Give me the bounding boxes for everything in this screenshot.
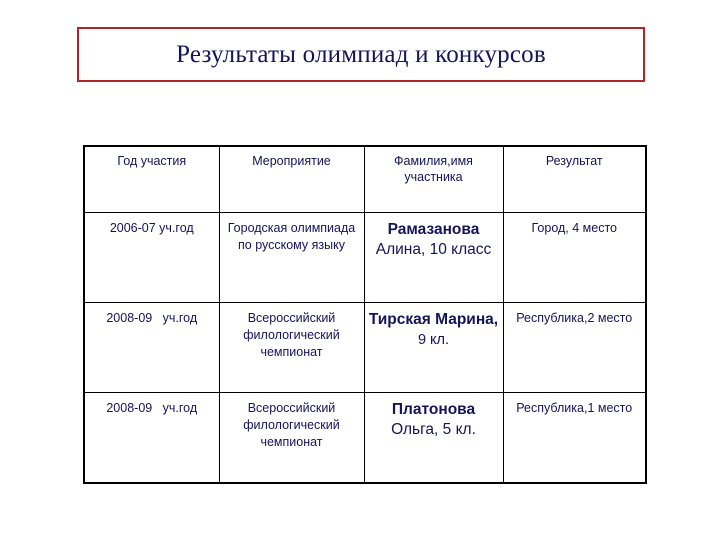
cell-participant <box>364 393 503 484</box>
cell-participant <box>364 213 503 303</box>
participant-surname: Платонова <box>391 401 476 418</box>
participant-details: Алина, 10 класс <box>375 241 492 259</box>
cell-participant <box>364 303 503 393</box>
table-header-row <box>84 146 646 213</box>
cell-event: Всероссийский филологический чемпионат <box>219 303 364 393</box>
participant-details: 9 кл. <box>417 332 450 349</box>
title-banner <box>77 27 645 82</box>
column-header-participant: Фамилия,имя участника <box>364 146 503 213</box>
cell-year: 2006-07 уч.год <box>84 213 219 303</box>
participant-surname: Рамазанова <box>387 221 480 238</box>
cell-result: Город, 4 место <box>503 213 646 303</box>
participant-surname: Тирская Марина, <box>368 311 499 328</box>
column-header-result: Результат <box>503 146 646 213</box>
cell-result: Республика,2 место <box>503 303 646 393</box>
cell-event: Всероссийский филологический чемпионат <box>219 393 364 484</box>
page-title: Результаты олимпиад и конкурсов <box>176 40 546 68</box>
table-row <box>84 213 646 303</box>
cell-year: 2008-09 уч.год <box>84 303 219 393</box>
cell-event: Городская олимпиада по русскому языку <box>219 213 364 303</box>
table-row <box>84 393 646 484</box>
column-header-event: Мероприятие <box>219 146 364 213</box>
table-row <box>84 303 646 393</box>
results-table <box>83 145 647 484</box>
participant-details: Ольга, 5 кл. <box>391 421 476 439</box>
cell-result: Республика,1 место <box>503 393 646 484</box>
cell-year: 2008-09 уч.год <box>84 393 219 484</box>
column-header-year: Год участия <box>84 146 219 213</box>
